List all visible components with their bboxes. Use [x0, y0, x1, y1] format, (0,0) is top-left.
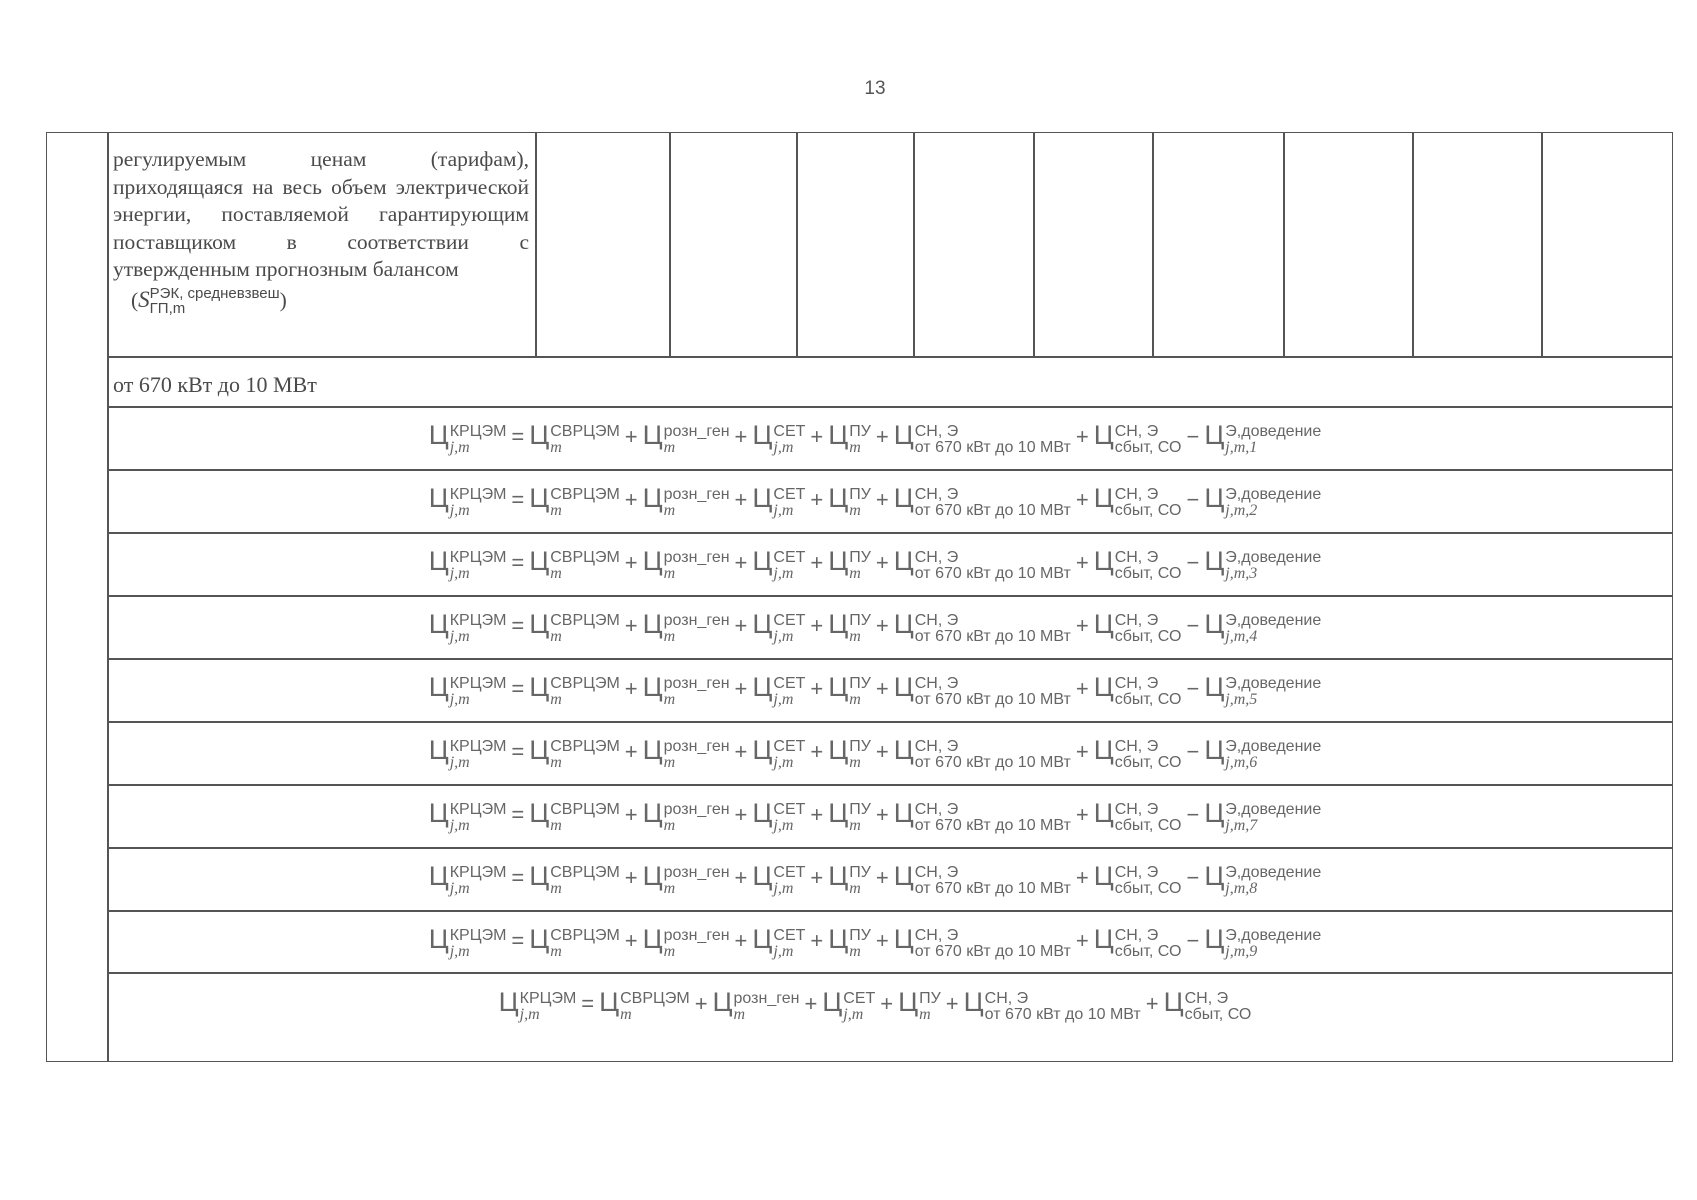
balance-symbol: (S РЭК, средневзвеш ГП,m )	[131, 284, 287, 317]
formula-term: Ц Э,доведение j,m,7	[1204, 798, 1322, 834]
formula-term: Ц ПУ m	[898, 987, 941, 1023]
formula-term: Ц ПУ m	[828, 924, 871, 960]
operator: +	[624, 802, 638, 827]
formula-term: Ц СВРЦЭМ m	[529, 735, 620, 771]
formula-term: Ц СН, Э от 670 кВт до 10 МВт	[893, 483, 1071, 519]
formula-lhs: Ц КРЦЭМ j,m	[428, 798, 507, 834]
operator: +	[1075, 928, 1089, 953]
operator: =	[511, 928, 525, 953]
formula-term: Ц ПУ m	[828, 483, 871, 519]
formula-term: Ц ПУ m	[828, 546, 871, 582]
formula-term: Ц СН, Э от 670 кВт до 10 МВт	[893, 546, 1071, 582]
formula-term: Ц СВРЦЭМ m	[529, 924, 620, 960]
operator: +	[875, 487, 889, 512]
formula-term: Ц розн_ген m	[642, 798, 730, 834]
formula-term: Ц розн_ген m	[712, 987, 800, 1023]
formula-term: Ц СВРЦЭМ m	[529, 483, 620, 519]
operator: −	[1186, 550, 1200, 575]
operator: +	[734, 676, 748, 701]
operator: +	[734, 865, 748, 890]
formula-term: Ц ПУ m	[828, 861, 871, 897]
formula-term: Ц СН, Э сбыт, СО	[1093, 672, 1182, 708]
description-cell	[113, 146, 529, 316]
operator: +	[810, 550, 824, 575]
formula-term: Ц СЕТ j,m	[752, 924, 806, 960]
formula-row	[0, 420, 1697, 456]
formula-term: Ц ПУ m	[828, 420, 871, 456]
formula-term: Ц СН, Э сбыт, СО	[1093, 735, 1182, 771]
formula-term: Ц розн_ген m	[642, 546, 730, 582]
operator: +	[624, 928, 638, 953]
formula-term: Ц Э,доведение j,m,2	[1204, 483, 1322, 519]
formula-term: Ц СН, Э сбыт, СО	[1093, 483, 1182, 519]
formula-term: Ц СН, Э сбыт, СО	[1093, 798, 1182, 834]
operator: −	[1186, 865, 1200, 890]
operator: +	[734, 739, 748, 764]
operator: +	[624, 550, 638, 575]
formula-row	[0, 483, 1697, 519]
formula-term: Ц ПУ m	[828, 735, 871, 771]
operator: +	[810, 865, 824, 890]
formula-term: Ц СВРЦЭМ m	[529, 861, 620, 897]
formula-row	[0, 546, 1697, 582]
formula-term: Ц СВРЦЭМ m	[529, 420, 620, 456]
operator: +	[624, 487, 638, 512]
formula-term: Ц Э,доведение j,m,5	[1204, 672, 1322, 708]
operator: +	[1075, 424, 1089, 449]
operator: +	[734, 487, 748, 512]
formula-term: Ц СВРЦЭМ m	[529, 546, 620, 582]
operator: +	[875, 424, 889, 449]
formula-term: Ц розн_ген m	[642, 861, 730, 897]
formula-term: Ц Э,доведение j,m,9	[1204, 924, 1322, 960]
section-label: от 670 кВт до 10 МВт	[113, 372, 317, 397]
operator: +	[810, 676, 824, 701]
formula-term: Ц СЕТ j,m	[752, 861, 806, 897]
formula-lhs: Ц КРЦЭМ j,m	[428, 735, 507, 771]
formula-term: Ц розн_ген m	[642, 420, 730, 456]
formula-term: Ц Э,доведение j,m,6	[1204, 735, 1322, 771]
operator: +	[810, 802, 824, 827]
operator: +	[1145, 991, 1159, 1016]
operator: =	[511, 802, 525, 827]
formula-term: Ц СН, Э сбыт, СО	[1093, 924, 1182, 960]
formula-term: Ц СЕТ j,m	[752, 735, 806, 771]
operator: +	[875, 802, 889, 827]
formula-term: Ц розн_ген m	[642, 609, 730, 645]
operator: +	[810, 928, 824, 953]
formula-term: Ц СЕТ j,m	[752, 609, 806, 645]
formula-term: Ц СН, Э от 670 кВт до 10 МВт	[893, 609, 1071, 645]
operator: −	[1186, 739, 1200, 764]
formula-term: Ц СВРЦЭМ m	[529, 672, 620, 708]
operator: =	[581, 991, 595, 1016]
operator: +	[875, 613, 889, 638]
description-text: регулируемым ценам (тарифам), приходящаяся на весь объем электрической энергии, поставляемой гарантирующим поставщиком в соответствии с утвержденным прогнозным балансом	[113, 147, 529, 281]
operator: +	[810, 739, 824, 764]
operator: +	[1075, 550, 1089, 575]
operator: +	[945, 991, 959, 1016]
operator: +	[694, 991, 708, 1016]
formula-row	[0, 609, 1697, 645]
formula-term: Ц СН, Э сбыт, СО	[1093, 420, 1182, 456]
formula-term: Ц СН, Э от 670 кВт до 10 МВт	[893, 420, 1071, 456]
formula-row	[0, 987, 1697, 1023]
formula-term: Ц СН, Э от 670 кВт до 10 МВт	[963, 987, 1141, 1023]
formula-row	[0, 924, 1697, 960]
formula-term: Ц СН, Э от 670 кВт до 10 МВт	[893, 924, 1071, 960]
operator: +	[810, 613, 824, 638]
formula-term: Ц ПУ m	[828, 672, 871, 708]
formula-term: Ц СВРЦЭМ m	[529, 798, 620, 834]
formula-term: Ц СН, Э от 670 кВт до 10 МВт	[893, 798, 1071, 834]
operator: =	[511, 550, 525, 575]
formula-term: Ц розн_ген m	[642, 483, 730, 519]
formula-term: Ц СН, Э сбыт, СО	[1093, 546, 1182, 582]
operator: +	[1075, 865, 1089, 890]
formula-term: Ц СН, Э сбыт, СО	[1093, 609, 1182, 645]
formula-row	[0, 798, 1697, 834]
formula-term: Ц СЕТ j,m	[822, 987, 876, 1023]
operator: +	[734, 928, 748, 953]
formula-lhs: Ц КРЦЭМ j,m	[498, 987, 577, 1023]
operator: +	[1075, 676, 1089, 701]
operator: +	[624, 865, 638, 890]
formula-term: Ц СВРЦЭМ m	[529, 609, 620, 645]
formula-lhs: Ц КРЦЭМ j,m	[428, 546, 507, 582]
operator: +	[1075, 739, 1089, 764]
operator: −	[1186, 928, 1200, 953]
operator: −	[1186, 424, 1200, 449]
operator: +	[624, 424, 638, 449]
operator: −	[1186, 613, 1200, 638]
operator: +	[1075, 613, 1089, 638]
operator: +	[1075, 802, 1089, 827]
formula-term: Ц розн_ген m	[642, 924, 730, 960]
operator: −	[1186, 802, 1200, 827]
formula-term: Ц ПУ m	[828, 798, 871, 834]
operator: +	[734, 613, 748, 638]
formula-lhs: Ц КРЦЭМ j,m	[428, 924, 507, 960]
operator: +	[810, 424, 824, 449]
operator: +	[624, 739, 638, 764]
formula-row	[0, 672, 1697, 708]
operator: =	[511, 487, 525, 512]
operator: +	[875, 739, 889, 764]
formula-term: Ц розн_ген m	[642, 735, 730, 771]
operator: −	[1186, 487, 1200, 512]
page-number: 13	[864, 78, 886, 99]
formula-lhs: Ц КРЦЭМ j,m	[428, 861, 507, 897]
operator: +	[624, 676, 638, 701]
formula-term: Ц ПУ m	[828, 609, 871, 645]
formula-term: Ц СН, Э от 670 кВт до 10 МВт	[893, 672, 1071, 708]
formula-lhs: Ц КРЦЭМ j,m	[428, 420, 507, 456]
formula-term: Ц Э,доведение j,m,4	[1204, 609, 1322, 645]
formula-row	[0, 735, 1697, 771]
formula-lhs: Ц КРЦЭМ j,m	[428, 609, 507, 645]
operator: +	[875, 550, 889, 575]
operator: +	[875, 928, 889, 953]
formula-term: Ц СН, Э от 670 кВт до 10 МВт	[893, 861, 1071, 897]
operator: =	[511, 676, 525, 701]
formula-term: Ц Э,доведение j,m,1	[1204, 420, 1322, 456]
formula-term: Ц СН, Э сбыт, СО	[1163, 987, 1252, 1023]
operator: +	[875, 676, 889, 701]
formula-term: Ц СЕТ j,m	[752, 798, 806, 834]
formula-term: Ц СЕТ j,m	[752, 483, 806, 519]
formula-term: Ц СЕТ j,m	[752, 420, 806, 456]
operator: =	[511, 865, 525, 890]
formula-term: Ц розн_ген m	[642, 672, 730, 708]
operator: +	[734, 550, 748, 575]
operator: +	[1075, 487, 1089, 512]
operator: −	[1186, 676, 1200, 701]
formula-term: Ц СЕТ j,m	[752, 672, 806, 708]
formula-lhs: Ц КРЦЭМ j,m	[428, 483, 507, 519]
formula-term: Ц СН, Э сбыт, СО	[1093, 861, 1182, 897]
formula-lhs: Ц КРЦЭМ j,m	[428, 672, 507, 708]
formula-term: Ц Э,доведение j,m,8	[1204, 861, 1322, 897]
formula-term: Ц СЕТ j,m	[752, 546, 806, 582]
formula-row	[0, 861, 1697, 897]
operator: +	[804, 991, 818, 1016]
formula-term: Ц Э,доведение j,m,3	[1204, 546, 1322, 582]
operator: =	[511, 739, 525, 764]
operator: =	[511, 613, 525, 638]
operator: +	[734, 424, 748, 449]
operator: +	[734, 802, 748, 827]
operator: +	[810, 487, 824, 512]
operator: =	[511, 424, 525, 449]
operator: +	[624, 613, 638, 638]
formula-term: Ц СВРЦЭМ m	[599, 987, 690, 1023]
operator: +	[880, 991, 894, 1016]
operator: +	[875, 865, 889, 890]
formula-term: Ц СН, Э от 670 кВт до 10 МВт	[893, 735, 1071, 771]
